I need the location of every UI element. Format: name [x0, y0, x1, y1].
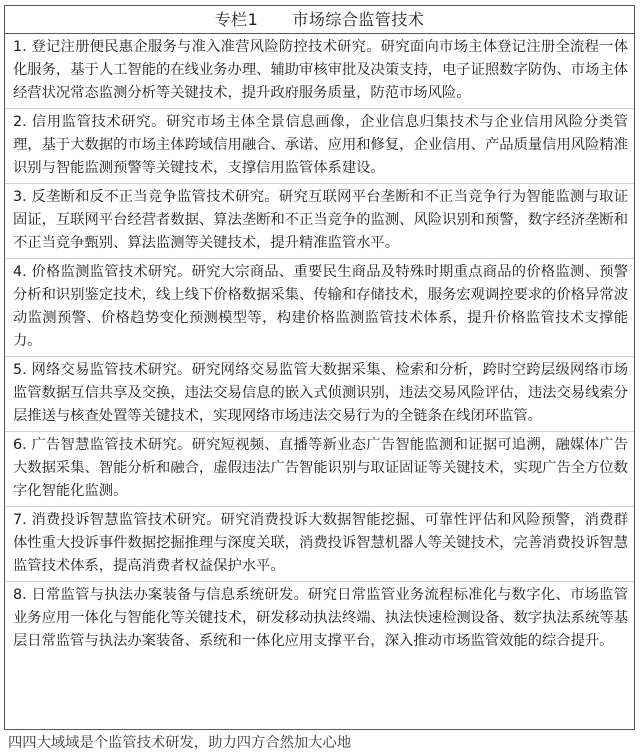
- list-item-antitrust: 3. 反垄断和反不正当竞争监管技术研究。研究互联网平台垄断和不正当竞争行为智能监测与取证固证，互联网平台经营者数据、算法垄断和不正当竞争的监测、风险识别和预警，数字经济垄断和不正当竞争甄别、算法监测等关键技术，提升精准监管水平。: [5, 184, 634, 259]
- box-header: [5, 6, 634, 34]
- list-item-credit: 2. 信用监管技术研究。研究市场主体全景信息画像，企业信息归集技术与企业信用风险分类管理，基于大数据的市场主体跨域信用融合、承诺、应用和修复，企业信用、产品质量信用风险精准识别与智能监测预警等关键技术，支撑信用监管体系建设。: [5, 109, 634, 184]
- list-item-advertising: 6. 广告智慧监管技术研究。研究短视频、直播等新业态广告智能监测和证据可追溯，融媒体广告大数据采集、智能分析和融合，虚假违法广告智能识别与取证固证等关键技术，实现广告全方位数字化智能化监测。: [5, 432, 634, 507]
- list-item-enforcement: 8. 日常监管与执法办案装备与信息系统研发。研究日常监管业务流程标准化与数字化、市场监管业务应用一体化与智能化等关键技术，研发移动执法终端、执法快速检测设备、数字执法系统等基层日常监管与执法办案装备、系统和一体化应用支撑平台，深入推动市场监管效能的综合提升。: [13, 587, 628, 649]
- feature-box: [4, 5, 635, 730]
- truncated-next-paragraph: 四四大域域是个监管技术研发，助力四方合然加大心地: [8, 735, 352, 751]
- box-title: 市场综合监管技术: [292, 10, 425, 29]
- list-item-online-trading: 5. 网络交易监管技术研究。研究网络交易监管大数据采集、检索和分析，跨时空跨层级网络市场监管数据互信共享及交换，违法交易信息的嵌入式侦测识别，违法交易风险评估，违法交易线索分层推送与核查处置等关键技术，实现网络市场违法交易行为的全链条在线闭环监管。: [5, 357, 634, 432]
- box-label: 专栏1: [214, 10, 259, 29]
- list-item-consumer-complaint: 7. 消费投诉智慧监管技术研究。研究消费投诉大数据智能挖掘、可靠性评估和风险预警，消费群体性重大投诉事件数据挖掘推理与深度关联，消费投诉智慧机器人等关键技术，完善消费投诉智慧监管技术体系，提高消费者权益保护水平。: [5, 507, 634, 582]
- list-item-registration: 1. 登记注册便民惠企服务与准入准营风险防控技术研究。研究面向市场主体登记注册全流程一体化服务，基于人工智能的在线业务办理、辅助审核审批及决策支持，电子证照数字防伪、市场主体经营状况常态监测分析等关键技术，提升政府服务质量，防范市场风险。: [5, 34, 634, 109]
- list-item-price: 4. 价格监测监管技术研究。研究大宗商品、重要民生商品及特殊时期重点商品的价格监测、预警分析和识别鉴定技术，线上线下价格数据采集、传输和存储技术，服务宏观调控要求的价格异常波动监测预警、价格趋势变化预测模型等，构建价格监测监管技术体系，提升价格监管技术支撑能力。: [5, 259, 634, 357]
